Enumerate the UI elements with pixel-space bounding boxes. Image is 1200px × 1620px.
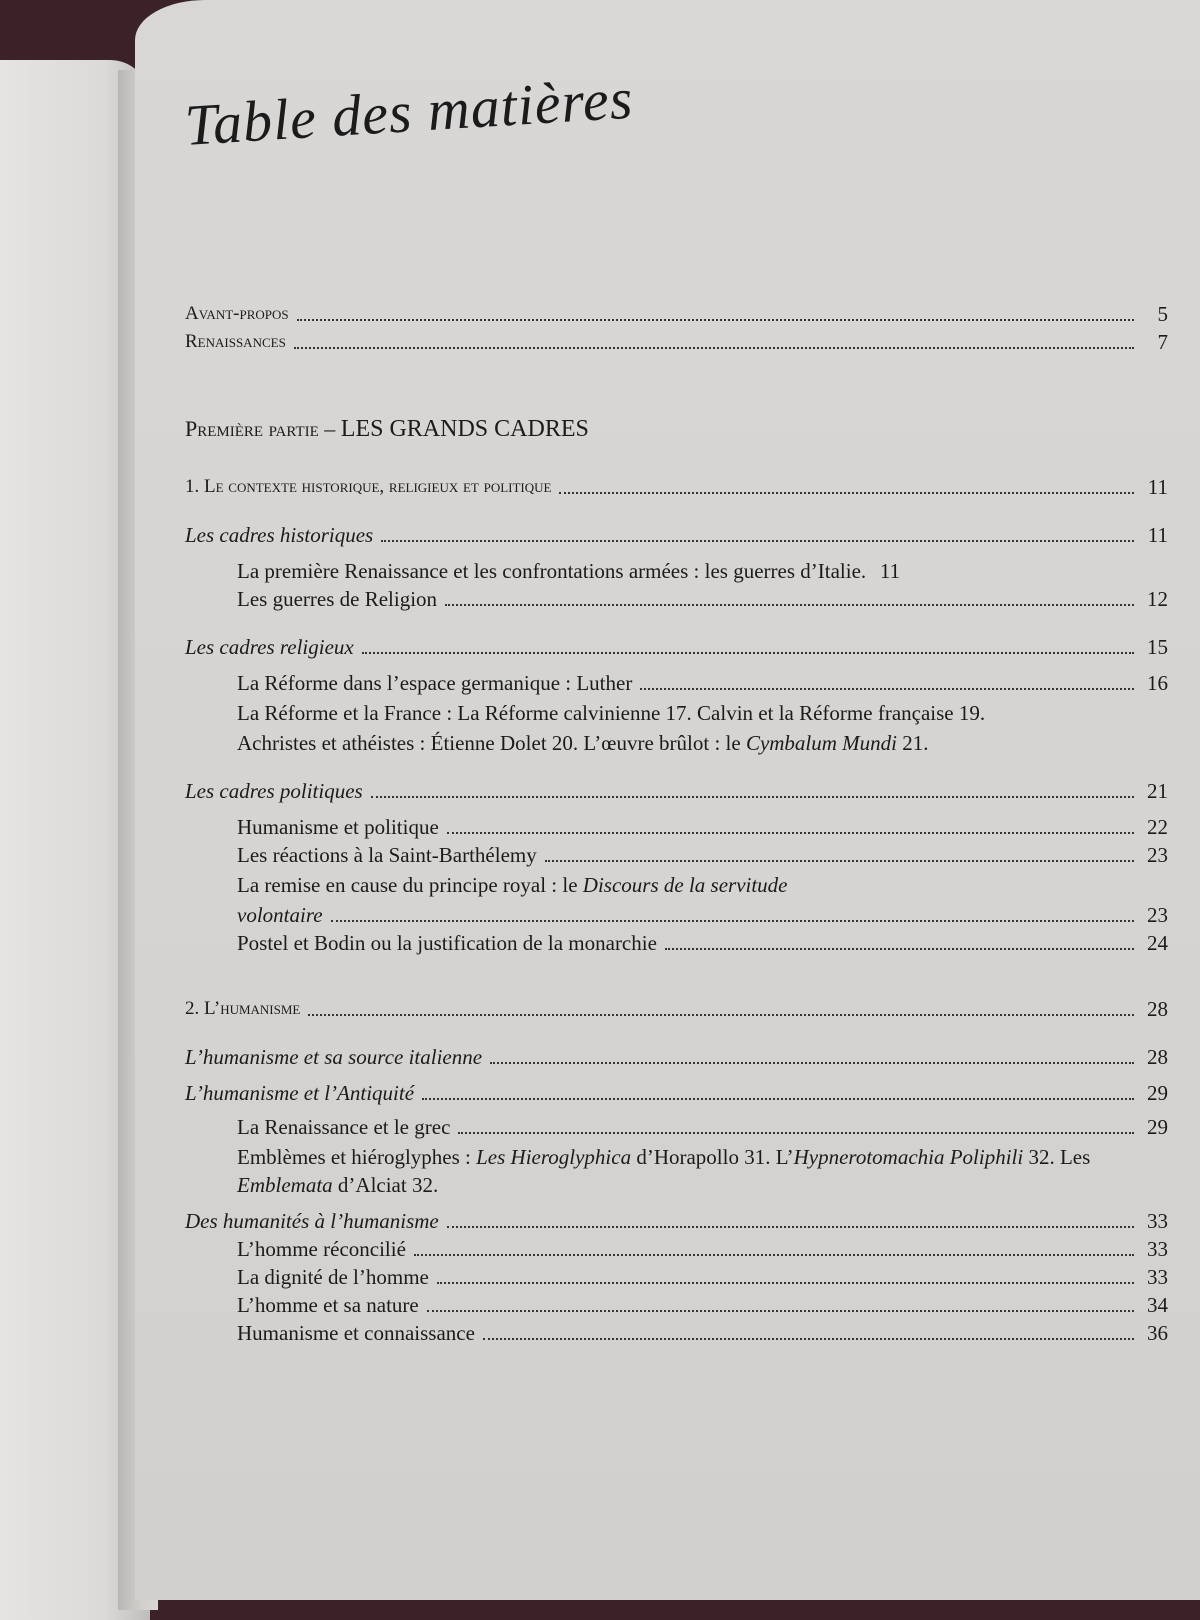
- toc-title-italic: Hypnerotomachia Poliphili: [793, 1145, 1024, 1169]
- dot-leader: [490, 1062, 1134, 1064]
- toc-item: [185, 1319, 1168, 1347]
- toc-label: 1. Le contexte historique, religieux et politique: [185, 476, 552, 497]
- toc-label: La dignité de l’homme: [237, 1265, 429, 1289]
- toc-text: Achristes et athéistes : Étienne Dolet 20. L’œuvre brûlot : le: [237, 731, 746, 755]
- page-number: 29: [1147, 1081, 1168, 1105]
- toc-label: Humanisme et connaissance: [237, 1321, 475, 1345]
- toc-entry-renaissances: [185, 328, 1168, 356]
- toc-label: Les cadres historiques: [185, 523, 374, 547]
- toc-label: La Renaissance et le grec: [237, 1115, 451, 1139]
- toc-section-religieux: [185, 633, 1168, 661]
- toc-label: La Réforme dans l’espace germanique : Luther: [237, 671, 633, 695]
- dot-leader: [427, 1310, 1134, 1312]
- dot-leader: [371, 796, 1134, 798]
- toc-label: Des humanités à l’humanisme: [185, 1209, 439, 1233]
- toc-title-italic: Emblemata: [237, 1173, 333, 1197]
- dot-leader: [447, 832, 1134, 834]
- toc-label: L’homme réconcilié: [237, 1237, 406, 1261]
- dot-leader: [665, 948, 1134, 950]
- dot-leader: [331, 920, 1134, 922]
- toc-label: Avant-propos: [185, 303, 289, 324]
- toc-section-humanites: [185, 1207, 1168, 1235]
- book-page: [135, 0, 1200, 1600]
- page-title: Table des matières: [183, 65, 635, 158]
- toc-item: [185, 929, 1168, 957]
- toc-section-italienne: [185, 1043, 1168, 1071]
- page-number: 21: [1147, 779, 1168, 803]
- toc-title-italic: Discours de la servitude: [582, 873, 788, 897]
- toc-chapter-2: [185, 995, 1168, 1023]
- toc-title-italic: Cymbalum Mundi: [745, 731, 898, 755]
- toc-text: d’Horapollo 31. L’: [631, 1145, 794, 1169]
- toc-item: [185, 841, 1168, 869]
- page-number: 22: [1147, 815, 1168, 839]
- toc-section-politiques: [185, 777, 1168, 805]
- toc-chapter-1: [185, 473, 1168, 501]
- page-number: 5: [1157, 302, 1168, 326]
- page-number: 23: [1147, 903, 1168, 927]
- toc-item: [185, 813, 1168, 841]
- dot-leader: [559, 492, 1134, 494]
- page-number: 34: [1147, 1293, 1168, 1317]
- part-prefix: Première partie –: [185, 416, 341, 441]
- toc-label: Renaissances: [185, 331, 286, 352]
- toc-text: d’Alciat 32.: [332, 1173, 439, 1197]
- toc-label: L’humanisme et l’Antiquité: [185, 1081, 415, 1105]
- part-heading: [185, 416, 1168, 443]
- toc-section-historiques: [185, 521, 1168, 549]
- toc-text: 21.: [897, 731, 929, 755]
- page-number: 24: [1147, 931, 1168, 955]
- toc-section-antiquite: [185, 1079, 1168, 1107]
- toc-label: Postel et Bodin ou la justification de la monarchie: [237, 931, 657, 955]
- toc-title-italic: Les Hieroglyphica: [476, 1145, 632, 1169]
- toc-label: Les cadres religieux: [185, 635, 354, 659]
- toc-label: L’homme et sa nature: [237, 1293, 419, 1317]
- toc-paragraph: [185, 871, 1168, 899]
- page-number: 11: [1147, 475, 1168, 499]
- page-number: 15: [1147, 635, 1168, 659]
- dot-leader: [422, 1098, 1134, 1100]
- dot-leader: [308, 1014, 1134, 1016]
- toc-label: Les réactions à la Saint-Barthélemy: [237, 843, 537, 867]
- dot-leader: [414, 1254, 1134, 1256]
- toc-item: [185, 557, 1168, 585]
- page-number: 11: [1147, 523, 1168, 547]
- page-number: 33: [1147, 1209, 1168, 1233]
- page-number: 28: [1147, 1045, 1168, 1069]
- dot-leader: [545, 860, 1134, 862]
- dot-leader: [447, 1226, 1134, 1228]
- page-number: 12: [1147, 587, 1168, 611]
- toc-label: L’humanisme et sa source italienne: [185, 1045, 483, 1069]
- toc-label: Les guerres de Religion: [237, 587, 438, 611]
- toc-paragraph: [185, 1143, 1168, 1199]
- toc-entry-avant-propos: [185, 300, 1168, 328]
- page-number: 33: [1147, 1237, 1168, 1261]
- toc-item: [185, 901, 1168, 929]
- dot-leader: [483, 1338, 1134, 1340]
- page-number: 29: [1147, 1115, 1168, 1139]
- page-number: 23: [1147, 843, 1168, 867]
- dot-leader: [458, 1132, 1134, 1134]
- toc-text: 32. Les: [1023, 1145, 1091, 1169]
- toc-text: La remise en cause du principe royal : le: [237, 873, 583, 897]
- dot-leader: [381, 540, 1134, 542]
- page-number: 36: [1147, 1321, 1168, 1345]
- toc-label: Humanisme et politique: [237, 815, 439, 839]
- page-number: 16: [1147, 671, 1168, 695]
- toc-label: Les cadres politiques: [185, 779, 363, 803]
- toc-item: [185, 1235, 1168, 1263]
- dot-leader: [640, 688, 1134, 690]
- dot-leader: [437, 1282, 1134, 1284]
- dot-leader: [297, 319, 1134, 321]
- page-number: 7: [1157, 330, 1168, 354]
- toc-label: 2. L’humanisme: [185, 998, 301, 1019]
- dot-leader: [445, 604, 1134, 606]
- part-name: LES GRANDS CADRES: [340, 416, 589, 442]
- dot-leader: [362, 652, 1134, 654]
- toc-item: [185, 669, 1168, 697]
- page-number: 33: [1147, 1265, 1168, 1289]
- toc-title-italic: volontaire: [237, 903, 323, 927]
- page-number: 11: [879, 559, 901, 583]
- toc-item: [185, 1291, 1168, 1319]
- toc-paragraph: [185, 729, 1168, 757]
- table-of-contents: [185, 300, 1168, 1347]
- dot-leader: [294, 347, 1134, 349]
- toc-item: [185, 585, 1168, 613]
- toc-label: La première Renaissance et les confrontations armées : les guerres d’Italie.: [237, 559, 867, 583]
- page-number: 28: [1147, 997, 1168, 1021]
- toc-paragraph: La Réforme et la France : La Réforme calvinienne 17. Calvin et la Réforme française 19.: [237, 701, 986, 725]
- toc-text: Emblèmes et hiéroglyphes :: [237, 1145, 477, 1169]
- toc-item: [185, 1113, 1168, 1141]
- toc-item: [185, 1263, 1168, 1291]
